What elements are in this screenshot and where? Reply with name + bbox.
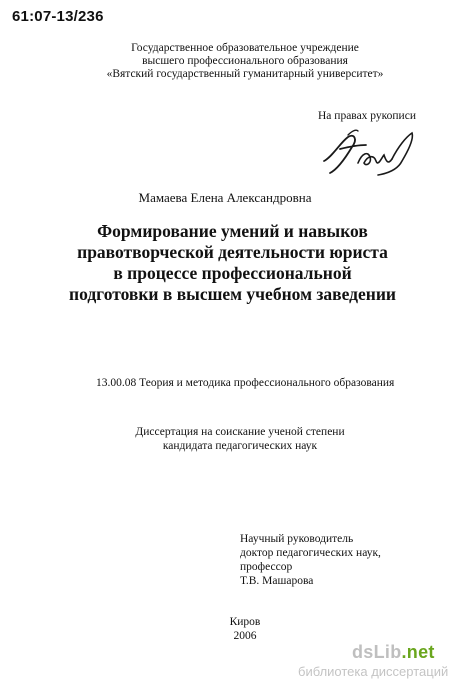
degree-line: кандидата педагогических наук (162, 440, 318, 452)
document-code: 61:07-13/236 (12, 8, 104, 25)
title-line: правотворческой деятельности юриста (77, 242, 388, 262)
degree-line: Диссертация на соискание ученой степени (135, 426, 345, 438)
watermark-logo-main: dsLib (352, 642, 402, 662)
handwritten-signature (318, 127, 418, 179)
dissertation-title (40, 221, 425, 305)
watermark-logo-accent: .net (401, 642, 435, 662)
title-line: в процессе профессиональной (113, 263, 352, 283)
title-line: подготовки в высшем учебном заведении (69, 284, 396, 304)
institution-line: «Вятский государственный гуманитарный университет» (106, 68, 384, 80)
title-line: Формирование умений и навыков (97, 221, 368, 241)
advisor-block (240, 532, 381, 588)
year: 2006 (233, 630, 257, 642)
watermark-logo[interactable] (352, 642, 435, 663)
watermark-subtitle: библиотека диссертаций (298, 664, 449, 679)
city-year-block (190, 615, 300, 643)
advisor-line: профессор (240, 561, 293, 573)
degree-block (120, 425, 360, 453)
specialty-line: 13.00.08 Теория и методика профессионального образования (96, 377, 395, 389)
institution-block (80, 42, 410, 81)
advisor-line: доктор педагогических наук, (240, 547, 381, 559)
city: Киров (229, 616, 261, 628)
advisor-line: Научный руководитель (240, 533, 354, 545)
institution-line: высшего профессионального образования (142, 55, 348, 67)
author-name: Мамаева Елена Александровна (138, 190, 312, 205)
institution-line: Государственное образовательное учреждение (131, 42, 359, 54)
rights-note: На правах рукописи (318, 110, 416, 122)
advisor-line: Т.В. Машарова (240, 575, 314, 587)
